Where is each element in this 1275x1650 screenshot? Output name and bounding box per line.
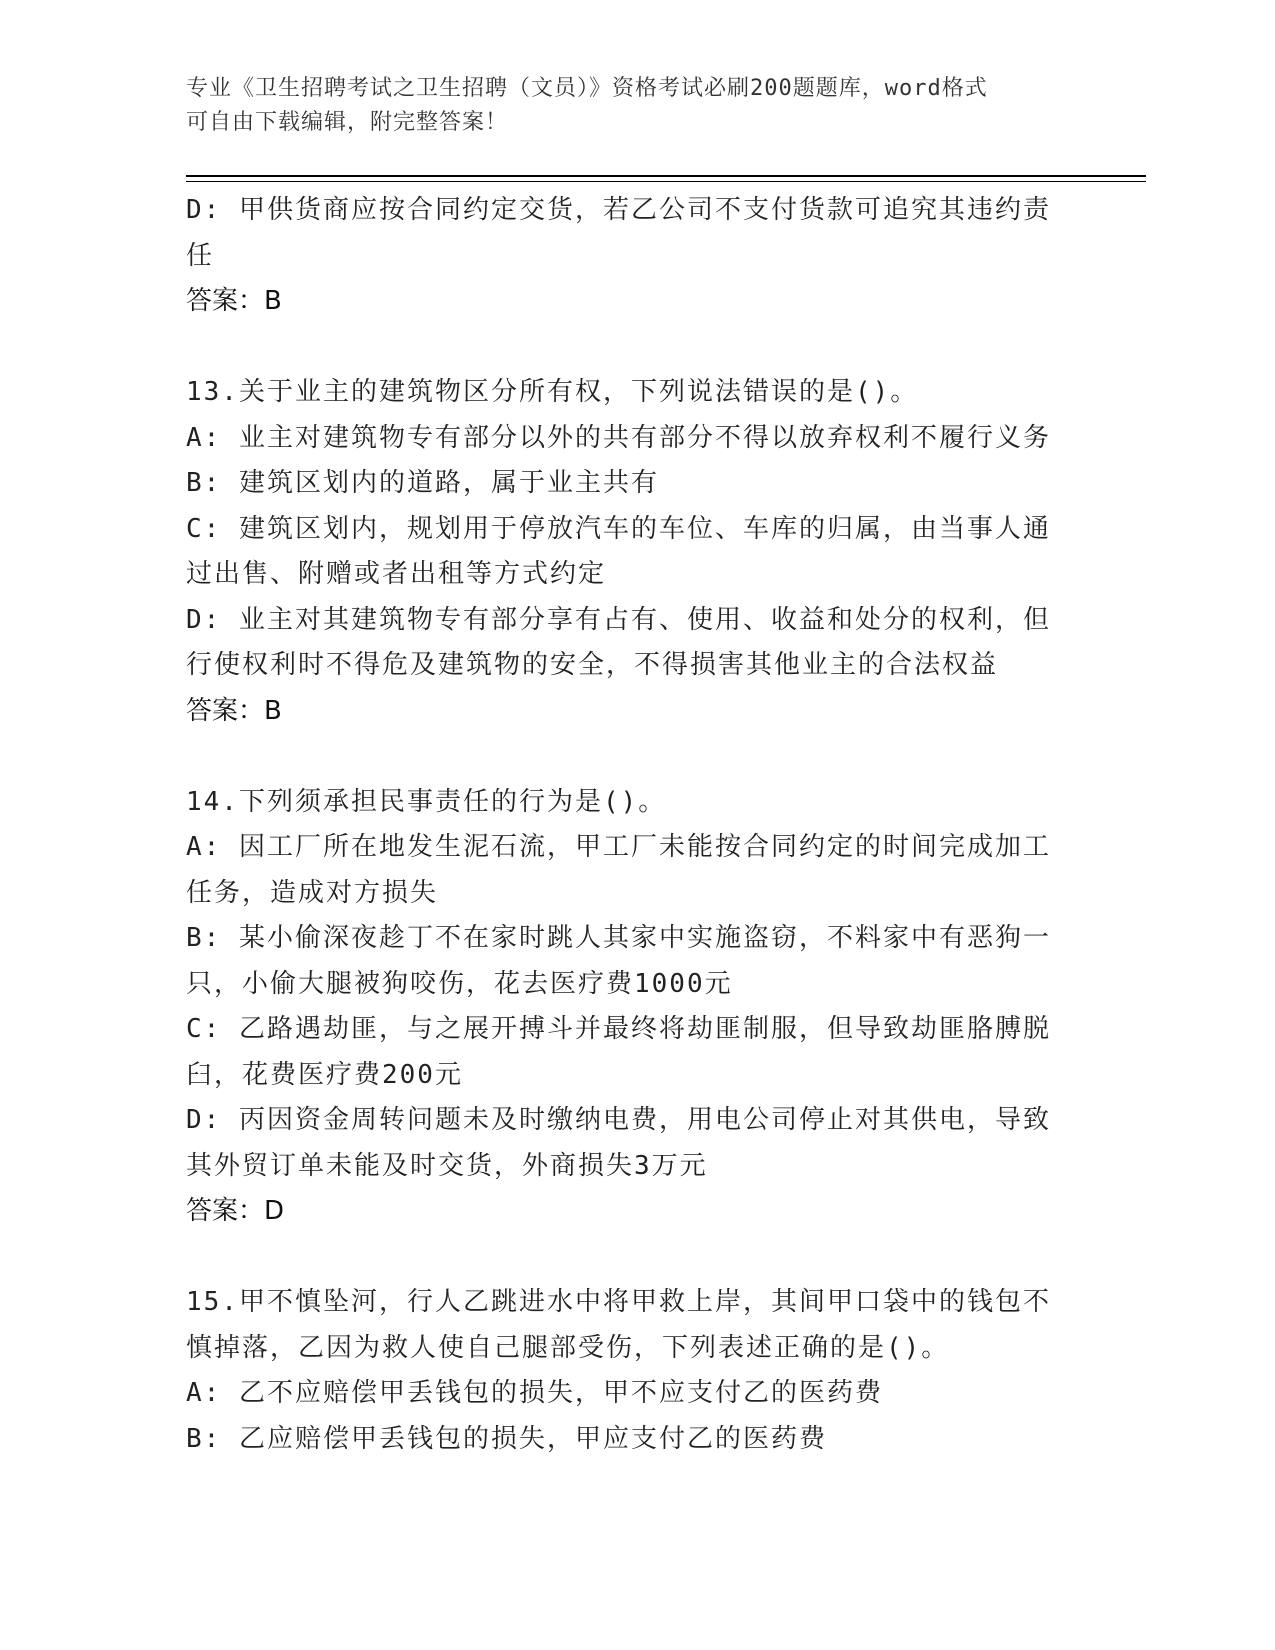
header-title-line-2: 可自由下载编辑，附完整答案！ [186,110,509,135]
header-divider-thick [186,175,1146,177]
question-15 [186,1280,1066,1462]
option-d-line-1: D: 业主对其建筑物专有部分享有占有、使用、收益和处分的权利，但 [186,604,1051,635]
document-header [186,72,1066,140]
option-c-line-1: C: 建筑区划内，规划用于停放汽车的车位、车库的归属，由当事人通 [186,513,1051,544]
spacer [186,1235,1066,1281]
answer: 答案：B [186,695,282,726]
question-text: 14.下列须承担民事责任的行为是()。 [186,786,667,817]
document-body [186,188,1066,1462]
option-b-line-1: B: 某小偷深夜趁丁不在家时跳人其家中实施盗窃，不料家中有恶狗一 [186,923,1051,953]
question-12-tail [186,188,1066,325]
option-d-line-2: 行使权利时不得危及建筑物的安全，不得损害其他业主的合法权益 [186,650,999,680]
question-14 [186,780,1066,1235]
option-d-line-2: 任 [186,240,215,271]
option-c-line-2: 过出售、附赠或者出租等方式约定 [186,559,607,589]
option-b: B: 建筑区划内的道路，属于业主共有 [186,468,659,498]
answer: 答案：D [186,1196,285,1226]
question-text: 13.关于业主的建筑物区分所有权，下列说法错误的是()。 [186,377,919,407]
option-b-line-2: 只，小偷大腿被狗咬伤，花去医疗费1000元 [186,968,733,999]
question-text-line-1: 15.甲不慎坠河，行人乙跳进水中将甲救上岸，其间甲口袋中的钱包不 [186,1287,1051,1317]
header-divider-thin [186,181,1146,182]
option-d-line-2: 其外贸订单未能及时交货，外商损失3万元 [186,1150,708,1181]
option-c-line-2: 臼，花费医疗费200元 [186,1059,463,1090]
option-b: B: 乙应赔偿甲丢钱包的损失，甲应支付乙的医药费 [186,1423,827,1454]
option-d-line-1: D: 丙因资金周转问题未及时缴纳电费，用电公司停止对其供电，导致 [186,1105,1051,1135]
question-13 [186,370,1066,734]
option-a: A: 业主对建筑物专有部分以外的共有部分不得以放弃权利不履行义务 [186,422,1051,453]
question-text-line-2: 慎掉落，乙因为救人使自己腿部受伤，下列表述正确的是()。 [186,1332,950,1363]
spacer [186,325,1066,371]
option-a-line-2: 任务，造成对方损失 [186,877,439,908]
option-a-line-1: A: 因工厂所在地发生泥石流，甲工厂未能按合同约定的时间完成加工 [186,832,1051,862]
option-a: A: 乙不应赔偿甲丢钱包的损失，甲不应支付乙的医药费 [186,1378,883,1408]
spacer [186,734,1066,780]
option-d-line-1: D: 甲供货商应按合同约定交货，若乙公司不支付货款可追究其违约责 [186,195,1051,225]
answer: 答案：B [186,286,282,316]
option-c-line-1: C: 乙路遇劫匪，与之展开搏斗并最终将劫匪制服，但导致劫匪胳膊脱 [186,1014,1051,1044]
header-title-line-1: 专业《卫生招聘考试之卫生招聘（文员）》资格考试必刷200题题库，word格式 [186,76,988,101]
